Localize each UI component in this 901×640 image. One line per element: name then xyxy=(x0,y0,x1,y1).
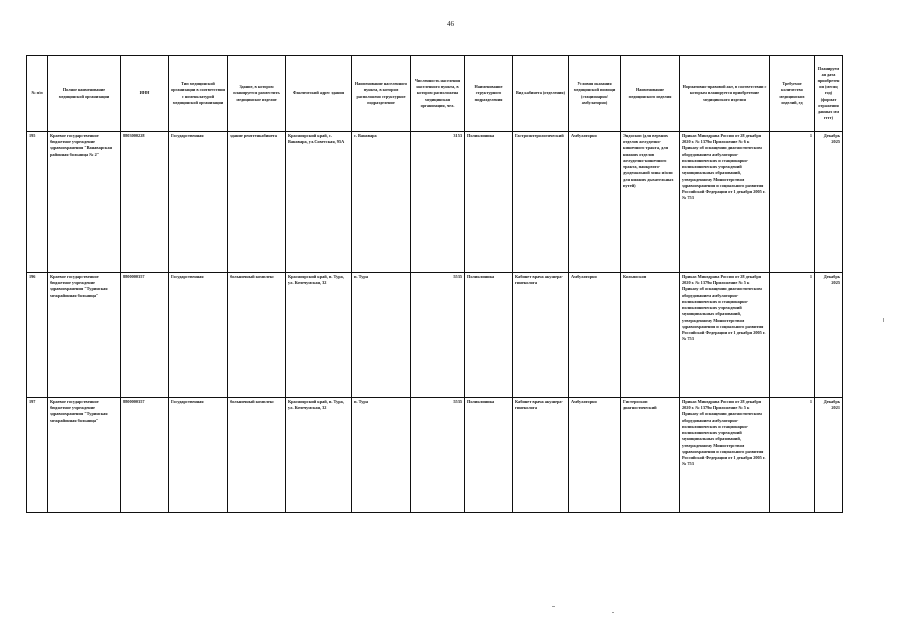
header-cell-settlement: Наименование населенного пункта, в котором расположено структурное подразделение xyxy=(352,56,411,132)
cell-act: Приказ Минздрава России от 28 декабря 2020 г. № 1379н Приложение № 6 к Приказу об оснащении диагностическим оборудованием амбулаторно-поликлинических и стационарно-поликлинических учреждений муниципальных образований, утвержденному Министерством здравоохранения и социального развития Российской Федерации от 1 декабря 2005 г. № 753 xyxy=(680,132,770,273)
cell-inn: 8800000357 xyxy=(121,273,169,398)
cell-settlement: с. Ванавара xyxy=(352,132,411,273)
header-cell-date: Планируемая дата приобретения (месяц год) (формат отражения данных мм гггг) xyxy=(815,56,843,132)
cell-conditions: Амбулаторно xyxy=(569,398,621,513)
cell-population: 3153 xyxy=(411,132,465,273)
header-row xyxy=(27,56,843,132)
scan-artifact xyxy=(552,606,555,607)
cell-address: Красноярский край, п. Тура, ул. Кочечумская, 32 xyxy=(286,398,352,513)
cell-qty: 1 xyxy=(770,273,815,398)
cell-inn: 8800000357 xyxy=(121,398,169,513)
cell-conditions: Амбулаторно xyxy=(569,273,621,398)
cell-qty: 1 xyxy=(770,132,815,273)
cell-date: Декабрь 2021 xyxy=(815,398,843,513)
header-cell-org: Полное наименование медицинской организации xyxy=(48,56,121,132)
cell-type: Государственная xyxy=(169,398,228,513)
cell-address: Красноярский край, с. Ванавара, ул.Советская, 95А xyxy=(286,132,352,273)
header-cell-building: Здание, в котором планируется разместить медицинское изделие xyxy=(228,56,286,132)
cell-act: Приказ Минздрава России от 28 декабря 2020 г. № 1379н Приложение № 5 к Приказу об оснащении диагностическим оборудованием амбулаторно-поликлинических и стационарно-поликлинических учреждений муниципальных образований, утвержденному Министерством здравоохранения и социального развития Российской Федерации от 1 декабря 2005 г. № 753 xyxy=(680,398,770,513)
cell-qty: 1 xyxy=(770,398,815,513)
cell-settlement: п. Тура xyxy=(352,398,411,513)
table-row xyxy=(27,132,843,273)
cell-settlement: п. Тура xyxy=(352,273,411,398)
cell-num: 196 xyxy=(27,273,48,398)
cell-type: Государственная xyxy=(169,273,228,398)
header-cell-subdivision: Наименование структурного подразделения xyxy=(465,56,513,132)
cell-building: больничный комплекс xyxy=(228,398,286,513)
cell-building: больничный комплекс xyxy=(228,273,286,398)
table-row xyxy=(27,398,843,513)
header-cell-device: Наименование медицинского изделия xyxy=(621,56,680,132)
header-cell-act: Нормативно-правовой акт, в соответствии с которым планируется приобретение медицинского изделия xyxy=(680,56,770,132)
cell-date: Декабрь 2025 xyxy=(815,273,843,398)
cell-conditions: Амбулаторно xyxy=(569,132,621,273)
cell-date: Декабрь 2025 xyxy=(815,132,843,273)
cell-device: Эндоскоп (для верхних отделов желудочно-кишечного тракта, для нижних отделов желудочно-кишечного тракта, панкреато-дуоденальной зоны и/или для нижних дыхательных путей) xyxy=(621,132,680,273)
header-cell-type: Тип медицинской организации в соответствии с номенклатурой медицинской организации xyxy=(169,56,228,132)
cell-inn: 8803000228 xyxy=(121,132,169,273)
equipment-table xyxy=(26,55,843,513)
header-cell-cabinet: Вид кабинета (отделения) xyxy=(513,56,569,132)
header-cell-conditions: Условия оказания медицинской помощи (стационарно/амбулаторно) xyxy=(569,56,621,132)
cell-org: Краевое государственное бюджетное учреждение здравоохранения "Туринская межрайонная больница" xyxy=(48,273,121,398)
cell-device: Гистероскоп диагностический xyxy=(621,398,680,513)
header-cell-address: Фактический адрес здания xyxy=(286,56,352,132)
cell-population: 5535 xyxy=(411,398,465,513)
cell-cabinet: Кабинет врача акушера-гинеколога xyxy=(513,273,569,398)
cell-address: Красноярский край, п. Тура, ул. Кочечумская, 32 xyxy=(286,273,352,398)
cell-subdivision: Поликлиника xyxy=(465,132,513,273)
cell-population: 5535 xyxy=(411,273,465,398)
cell-act: Приказ Минздрава России от 28 декабря 2020 г. № 1379н Приложение № 5 к Приказу об оснащении диагностическим оборудованием амбулаторно-поликлинических и стационарно-поликлинических учреждений муниципальных образований, утвержденному Министерством здравоохранения и социального развития Российской Федерации от 1 декабря 2005 г. № 753 xyxy=(680,273,770,398)
header-cell-inn: ИНН xyxy=(121,56,169,132)
cell-building: здание рентгенкабинета xyxy=(228,132,286,273)
header-cell-num: № п/п xyxy=(27,56,48,132)
scan-artifact xyxy=(883,318,884,322)
cell-org: Краевое государственное бюджетное учреждение здравоохранения "Туринская межрайонная больница" xyxy=(48,398,121,513)
cell-subdivision: Поликлиника xyxy=(465,398,513,513)
cell-cabinet: Кабинет врача акушера-гинеколога xyxy=(513,398,569,513)
header-cell-qty: Требуемое количество медицинских изделий, ед xyxy=(770,56,815,132)
cell-org: Краевое государственное бюджетное учреждение здравоохранения "Ванаварская районная больница № 2" xyxy=(48,132,121,273)
cell-num: 197 xyxy=(27,398,48,513)
header-cell-population: Численность населения населенного пункта, в котором расположена медицинская организация, чел. xyxy=(411,56,465,132)
cell-cabinet: Гастроэнтерологический xyxy=(513,132,569,273)
page-number: 46 xyxy=(447,20,454,28)
cell-subdivision: Поликлиника xyxy=(465,273,513,398)
cell-type: Государственная xyxy=(169,132,228,273)
cell-device: Кольпоскоп xyxy=(621,273,680,398)
table-row xyxy=(27,273,843,398)
scan-artifact xyxy=(612,612,614,613)
cell-num: 195 xyxy=(27,132,48,273)
